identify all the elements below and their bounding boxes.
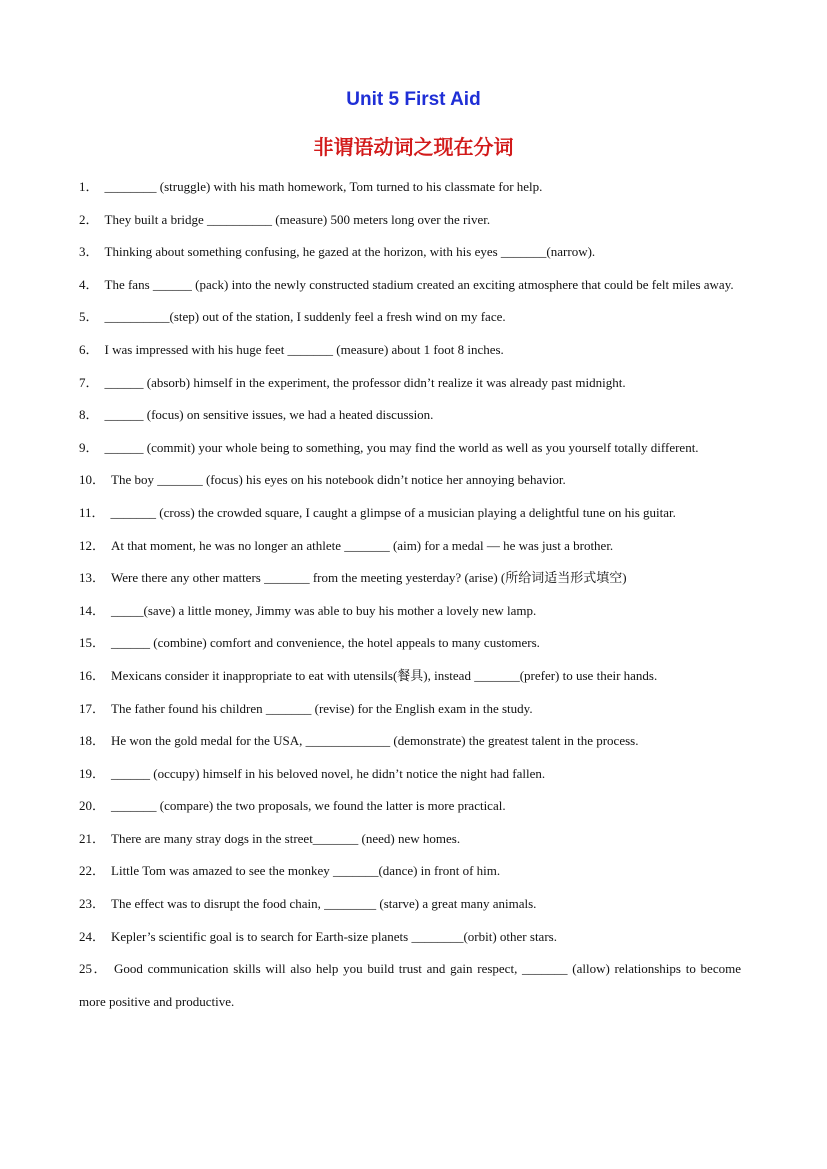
question-number: 17． (79, 700, 106, 716)
question-item (79, 464, 741, 497)
question-item (79, 595, 741, 628)
question-text: ______ (commit) your whole being to something, you may find the world as well as you yourself totally different. (104, 439, 699, 455)
question-text: Were there any other matters _______ from the meeting yesterday? (arise) (所给词适当形式填空) (111, 570, 627, 586)
topic-subtitle: 非谓语动词之现在分词 (313, 135, 514, 159)
question-number: 11． (79, 504, 105, 520)
question-item (79, 660, 741, 693)
question-item (79, 334, 741, 367)
question-item (79, 790, 741, 823)
question-item (79, 627, 741, 660)
question-item (79, 562, 741, 595)
question-item (79, 693, 741, 726)
question-item (79, 236, 741, 269)
question-text: Little Tom was amazed to see the monkey _______(dance) in front of him. (111, 863, 501, 879)
question-item (79, 432, 741, 465)
question-number: 19． (79, 765, 106, 781)
question-number: 15． (79, 635, 106, 651)
question-number: 7． (79, 374, 99, 390)
question-number: 18． (79, 733, 106, 749)
question-number: 12． (79, 537, 106, 553)
unit-title: Unit 5 First Aid (346, 89, 481, 110)
question-text: The effect was to disrupt the food chain, ________ (starve) a great many animals. (111, 896, 537, 912)
question-text: ______ (focus) on sensitive issues, we had a heated discussion. (104, 407, 434, 423)
question-item (79, 171, 741, 204)
question-text: ______ (occupy) himself in his beloved novel, he didn’t notice the night had fallen. (111, 765, 546, 781)
question-number: 3． (79, 244, 99, 260)
question-item (79, 823, 741, 856)
question-number: 21． (79, 830, 106, 846)
question-list (79, 171, 741, 1018)
question-number: 25． (79, 961, 108, 977)
question-item (79, 204, 741, 237)
question-number: 1． (79, 179, 99, 194)
question-text: _____(save) a little money, Jimmy was able to buy his mother a lovely new lamp. (111, 602, 537, 618)
question-text: He won the gold medal for the USA, _____________ (demonstrate) the greatest talent in the process. (111, 733, 639, 749)
question-item (79, 399, 741, 432)
question-text: __________(step) out of the station, I suddenly feel a fresh wind on my face. (104, 309, 506, 325)
question-text: ______ (absorb) himself in the experiment, the professor didn’t realize it was already past midnight. (104, 374, 626, 390)
question-number: 2． (79, 211, 99, 227)
question-number: 8． (79, 407, 99, 423)
question-text: _______ (compare) the two proposals, we found the latter is more practical. (111, 798, 506, 814)
question-item (79, 888, 741, 921)
question-item (79, 497, 741, 530)
question-text: They built a bridge __________ (measure) 500 meters long over the river. (104, 211, 491, 227)
question-text: ______ (combine) comfort and convenience, the hotel appeals to many customers. (111, 635, 540, 651)
question-number: 20． (79, 798, 106, 814)
question-number: 5． (79, 309, 99, 325)
question-item (79, 301, 741, 334)
question-text: The boy _______ (focus) his eyes on his notebook didn’t notice her annoying behavior. (111, 472, 566, 488)
question-item (79, 758, 741, 791)
question-number: 22． (79, 863, 106, 879)
question-text: At that moment, he was no longer an athlete _______ (aim) for a medal — he was just a brother. (111, 537, 614, 553)
question-number: 4． (79, 276, 99, 292)
question-number: 23． (79, 896, 106, 912)
question-text: ________ (struggle) with his math homework, Tom turned to his classmate for help. (104, 179, 543, 194)
question-text: Kepler’s scientific goal is to search for Earth-size planets ________(orbit) other stars. (111, 928, 557, 944)
question-number: 9． (79, 439, 99, 455)
question-number: 10． (79, 472, 106, 488)
question-number: 24． (79, 928, 106, 944)
question-number: 6． (79, 341, 99, 357)
question-item (79, 367, 741, 400)
question-item (79, 953, 741, 1018)
question-text: Mexicans consider it inappropriate to eat with utensils(餐具), instead _______(prefer) to use their hands. (111, 667, 658, 683)
question-number: 16． (79, 667, 106, 683)
question-text: The father found his children _______ (revise) for the English exam in the study. (111, 700, 533, 716)
question-item (79, 855, 741, 888)
question-number: 14． (79, 602, 106, 618)
question-item (79, 530, 741, 563)
question-item (79, 269, 741, 302)
question-item (79, 921, 741, 954)
question-text: Good communication skills will also help you build trust and gain respect, _______ (allow) relationships to become more positive and productive. (79, 961, 741, 1009)
question-text: There are many stray dogs in the street_______ (need) new homes. (111, 830, 461, 846)
question-item (79, 725, 741, 758)
question-number: 13． (79, 570, 106, 586)
question-text: Thinking about something confusing, he gazed at the horizon, with his eyes _______(narrow). (104, 244, 596, 260)
question-text: The fans ______ (pack) into the newly constructed stadium created an exciting atmosphere that could be felt miles away. (104, 276, 734, 292)
question-text: _______ (cross) the crowded square, I caught a glimpse of a musician playing a delightful tune on his guitar. (110, 504, 676, 520)
question-text: I was impressed with his huge feet _______ (measure) about 1 foot 8 inches. (104, 341, 504, 357)
